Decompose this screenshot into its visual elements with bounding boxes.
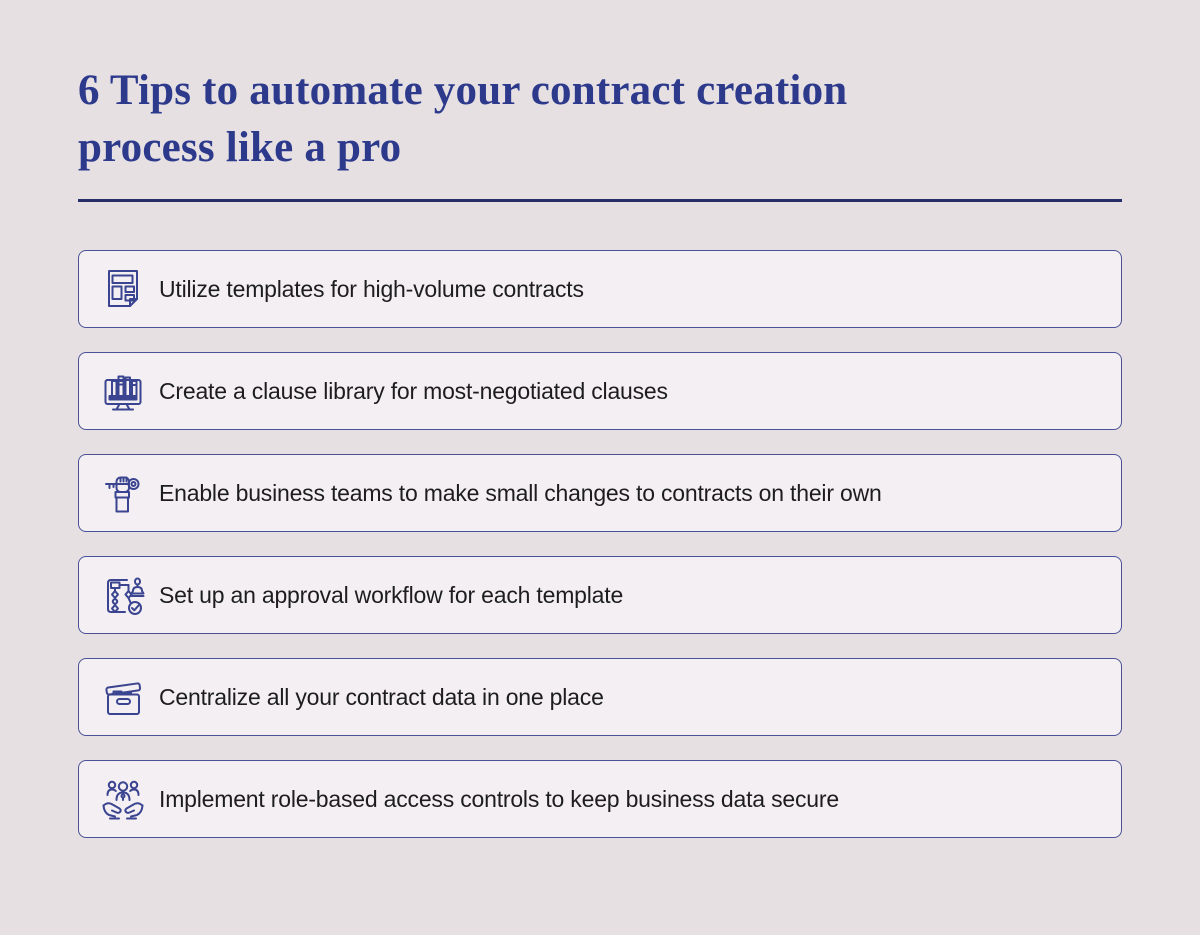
- tip-label: Set up an approval workflow for each template: [159, 581, 624, 608]
- page-title-line2: process like a pro: [78, 124, 402, 171]
- tip-label: Centralize all your contract data in one place: [159, 683, 604, 710]
- tip-card-access-controls: [78, 760, 1122, 838]
- tip-card-clause-library: [78, 352, 1122, 430]
- tip-card-small-changes: [78, 454, 1122, 532]
- tip-card-approval-workflow: [78, 556, 1122, 634]
- tip-card-centralize-data: [78, 658, 1122, 736]
- hand-holding-key-icon: [99, 469, 147, 517]
- team-in-hands-icon: [99, 775, 147, 823]
- tip-label: Utilize templates for high-volume contracts: [159, 275, 584, 302]
- title-divider: [78, 199, 1122, 202]
- page-title-line1: 6 Tips to automate your contract creation: [78, 67, 848, 114]
- approval-workflow-icon: [99, 571, 147, 619]
- tips-list: [78, 250, 1122, 838]
- page-title: [78, 62, 1122, 176]
- template-document-icon: [99, 265, 147, 313]
- tip-label: Create a clause library for most-negotiated clauses: [159, 377, 668, 404]
- tip-label: Implement role-based access controls to keep business data secure: [159, 785, 839, 812]
- archive-box-icon: [99, 673, 147, 721]
- tip-card-templates: [78, 250, 1122, 328]
- tip-label: Enable business teams to make small changes to contracts on their own: [159, 479, 882, 506]
- clause-library-icon: [99, 367, 147, 415]
